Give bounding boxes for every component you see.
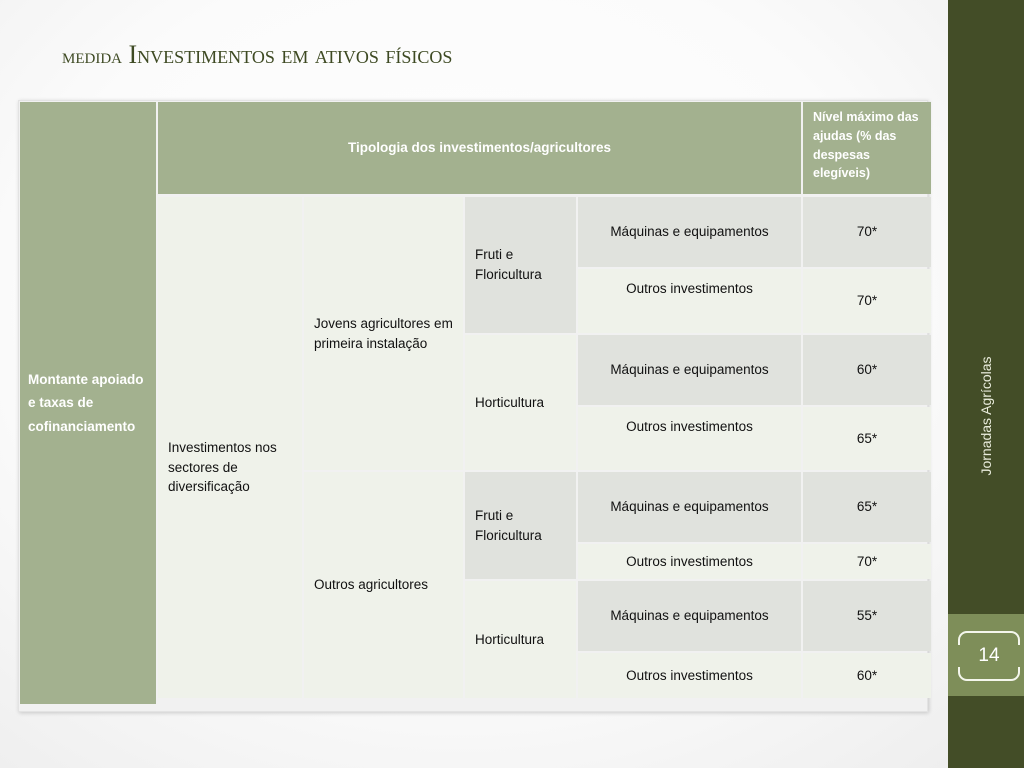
rate-cell-2: 70* xyxy=(803,269,931,333)
crop-cell-2: Horticultura xyxy=(465,335,576,470)
type-cell-4: Outros investimentos xyxy=(578,407,801,470)
column-header-typology: Tipologia dos investimentos/agricultores xyxy=(158,102,801,194)
rate-cell-5: 65* xyxy=(803,472,931,542)
type-cell-7: Máquinas e equipamentos xyxy=(578,581,801,651)
rate-cell-8: 60* xyxy=(803,653,931,698)
type-cell-5: Máquinas e equipamentos xyxy=(578,472,801,542)
type-cell-8: Outros investimentos xyxy=(578,653,801,698)
rate-cell-7: 55* xyxy=(803,581,931,651)
type-cell-2: Outros investimentos xyxy=(578,269,801,333)
rate-cell-1: 70* xyxy=(803,197,931,267)
type-cell-6: Outros investimentos xyxy=(578,544,801,579)
column-header-max-aid: Nível máximo das ajudas (% das despesas elegíveis) xyxy=(803,102,931,194)
rate-cell-3: 60* xyxy=(803,335,931,405)
type-cell-1: Máquinas e equipamentos xyxy=(578,197,801,267)
sector-cell: Investimentos nos sectores de diversificação xyxy=(158,197,302,698)
row-header: Montante apoiado e taxas de cofinanciamento xyxy=(20,102,156,704)
rate-cell-6: 70* xyxy=(803,544,931,579)
slide-title xyxy=(62,40,452,70)
type-cell-3: Máquinas e equipamentos xyxy=(578,335,801,405)
rate-cell-4: 65* xyxy=(803,407,931,470)
sidebar-label: Jornadas Agrícolas xyxy=(978,356,994,476)
title-prefix: medida xyxy=(62,43,122,68)
page-number: 14 xyxy=(978,645,1000,666)
page-number-frame xyxy=(958,631,1020,681)
crop-cell-3: Fruti e Floricultura xyxy=(465,472,576,579)
farmer-cell-young: Jovens agricultores em primeira instalação xyxy=(304,197,463,470)
crop-cell-1: Fruti e Floricultura xyxy=(465,197,576,333)
crop-cell-4: Horticultura xyxy=(465,581,576,698)
farmer-cell-other: Outros agricultores xyxy=(304,472,463,698)
title-main: Investimentos em ativos físicos xyxy=(128,40,453,69)
